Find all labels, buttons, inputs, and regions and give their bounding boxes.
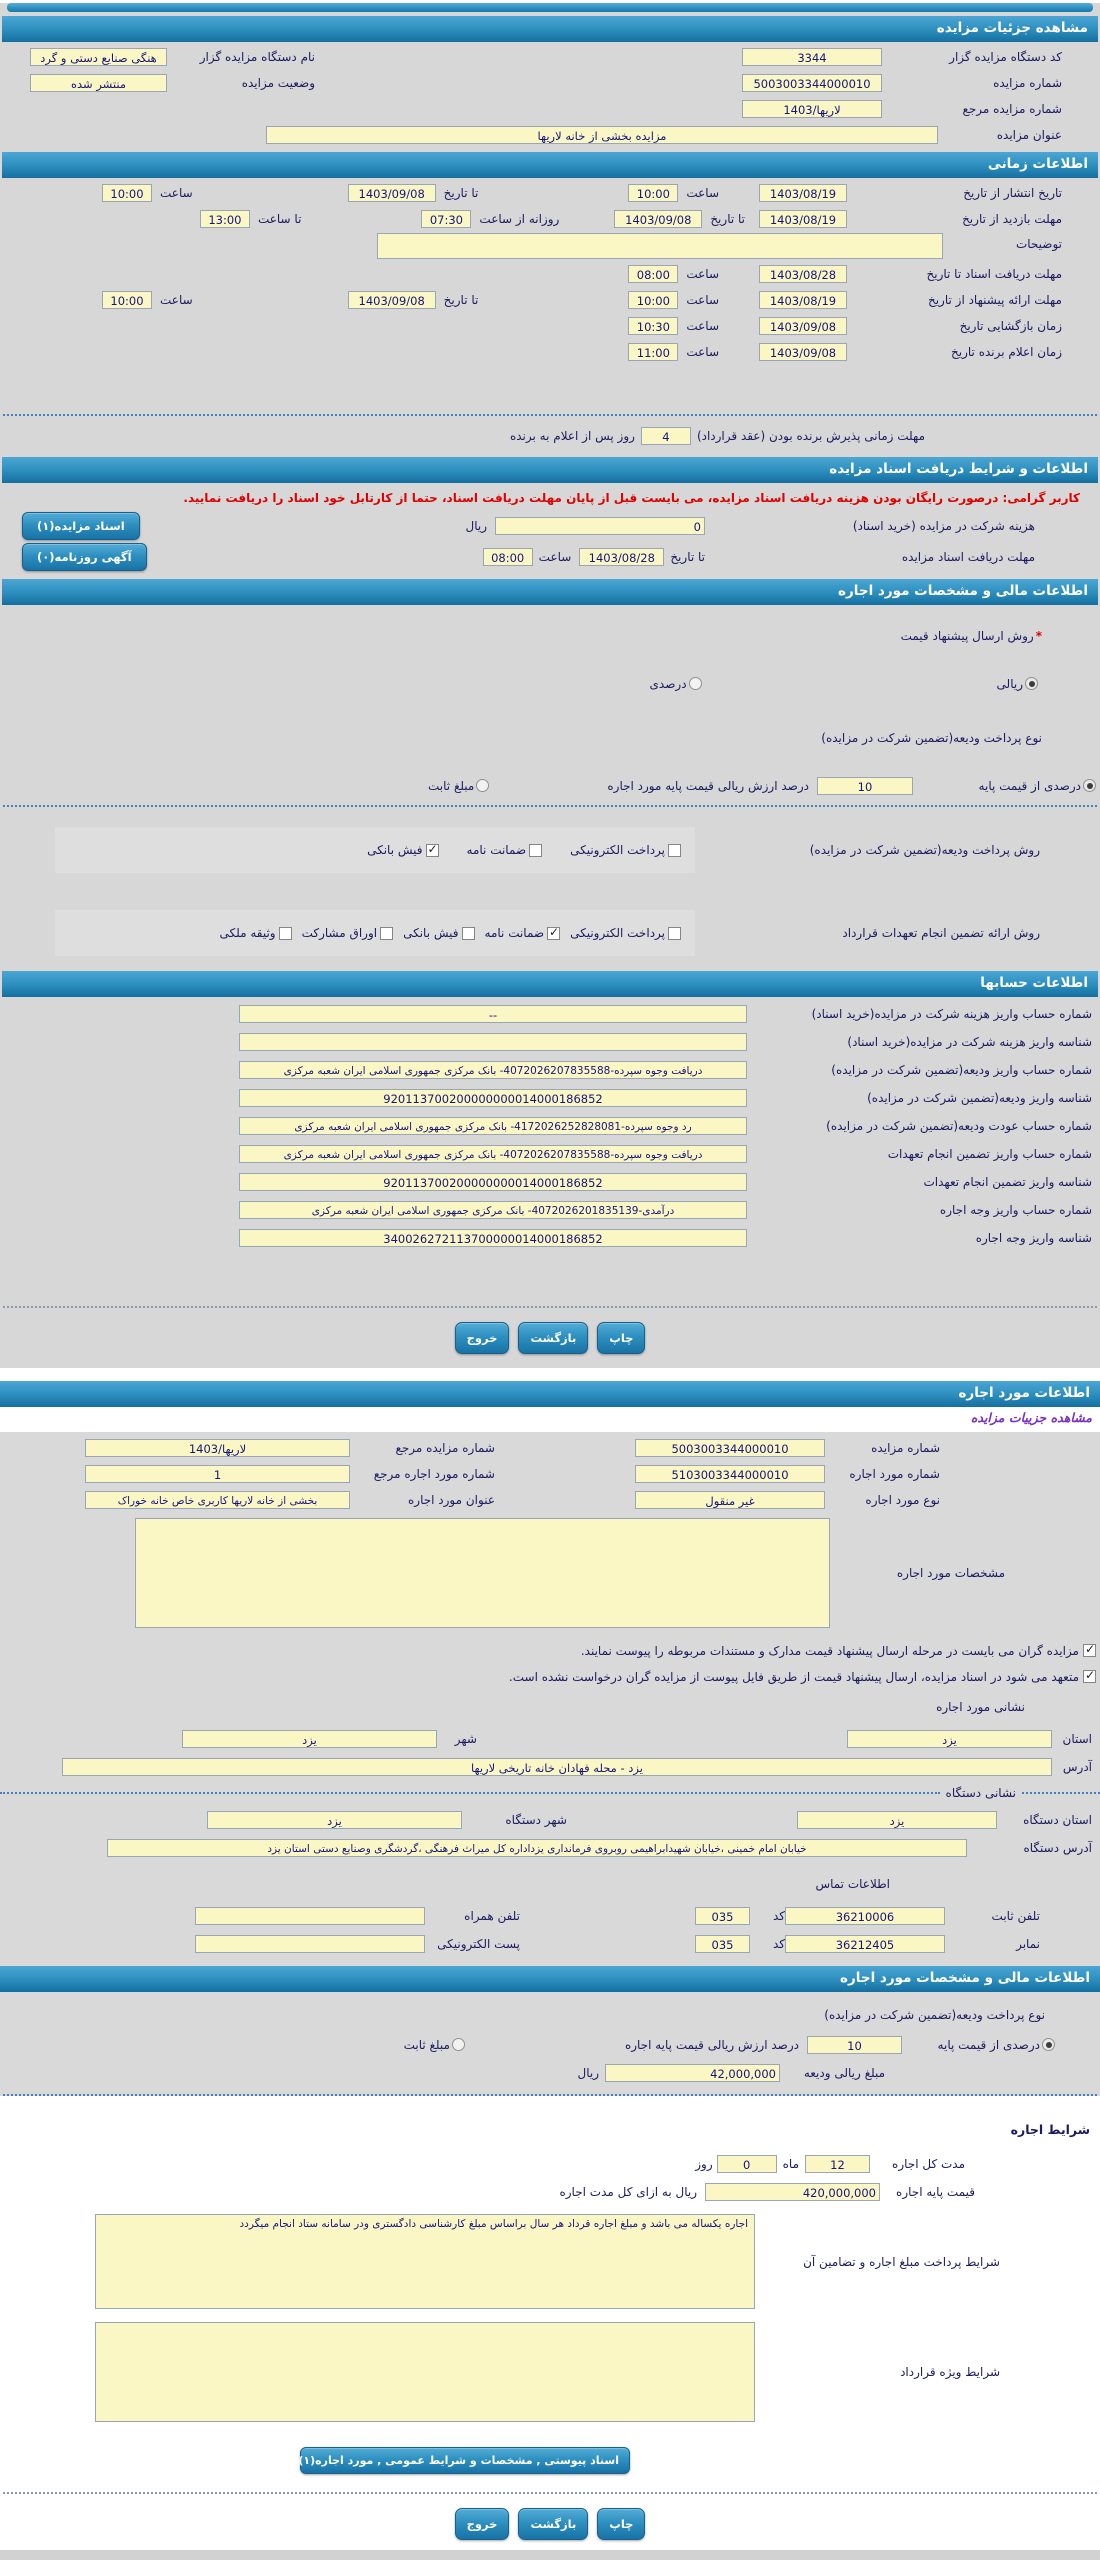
publish-hour2-label: ساعت: [160, 185, 193, 200]
row-special-terms: [0, 2312, 1100, 2422]
account-field[interactable]: [239, 1033, 747, 1051]
row-ref-no: [0, 97, 1100, 120]
pct-base-radio-bottom[interactable]: [1042, 2038, 1055, 2051]
row-duration: [0, 2144, 1100, 2175]
special-terms-label: شرایط ویژه قرارداد: [900, 2365, 1000, 2379]
accept-deadline-label: مهلت زمانی پذیرش برنده بودن (عقد قرارداد): [696, 428, 925, 443]
account-label: شماره حساب واریز وجه اجاره: [939, 1202, 1092, 1217]
g-epay-label: پرداخت الکترونیکی: [570, 926, 665, 940]
contract-guarantee-band: [55, 910, 695, 956]
rent-link-row: [0, 1407, 1100, 1429]
rent-item-no-field[interactable]: 5103003344000010: [635, 1465, 825, 1483]
pct-suffix-bottom-label: درصد ارزش ریالی قیمت پایه اجاره: [624, 2037, 799, 2052]
section-header-accounts: اطلاعات حسابها: [2, 971, 1098, 997]
row-doc-fee: [0, 512, 1100, 540]
row-terms-title: [0, 2102, 1100, 2141]
opening-date-field[interactable]: 1403/09/08: [759, 317, 847, 335]
rent-type-field[interactable]: غیر منقول: [635, 1491, 825, 1509]
row-auction-title: [0, 123, 1100, 146]
g-bank-receipt-label: فیش بانکی: [403, 926, 459, 940]
row-docs-deadline: [0, 262, 1100, 285]
section-header-financial-top: اطلاعات مالی و مشخصات مورد اجاره: [2, 579, 1098, 605]
row-rent-item-no: [0, 1462, 1100, 1485]
print-button[interactable]: چاپ: [597, 1322, 645, 1354]
offer-from-date-field[interactable]: 1403/08/19: [759, 291, 847, 309]
offer-hour1-label: ساعت: [686, 292, 719, 307]
section-header-rent-info: اطلاعات مورد اجاره: [0, 1381, 1100, 1407]
publish-to-date-field[interactable]: 1403/09/08: [348, 184, 436, 202]
device-code-field[interactable]: 3344: [742, 48, 882, 66]
row-device-address: [0, 1834, 1100, 1859]
account-row: [0, 1226, 1100, 1249]
ref-no-field[interactable]: لاریها/1403: [742, 100, 882, 118]
pct-value-field[interactable]: 10: [817, 777, 913, 795]
separator: [3, 414, 1097, 416]
section-header-time-info: اطلاعات زمانی: [2, 152, 1098, 178]
row-device-address-title: [0, 1786, 1100, 1800]
bottom-panel-buttons: [0, 2500, 1100, 2550]
percent-radio-label: درصدی: [649, 676, 687, 691]
months-label: ماه: [782, 2156, 799, 2171]
docs-hour-label: ساعت: [686, 266, 719, 281]
row-rent-address-title: [0, 1691, 1100, 1718]
rent-title-label: عنوان مورد اجاره: [407, 1492, 495, 1507]
phone-code-label: کد: [772, 1908, 785, 1923]
device-address-label: آدرس دستگاه: [1023, 1840, 1092, 1855]
days-label: روز: [695, 2156, 713, 2171]
section-header-financial-bottom: اطلاعات مالی و مشخصات مورد اجاره: [0, 1966, 1100, 1992]
auction-details-panel: [0, 3, 1100, 1368]
email-label: پست الکترونیکی: [437, 1936, 520, 1951]
account-row: [0, 1086, 1100, 1109]
docs-deadline-time-field[interactable]: 08:00: [628, 265, 678, 283]
visit-from-time-field[interactable]: 07:30: [421, 210, 471, 228]
price-method-label: روش ارسال پیشنهاد قیمت: [900, 628, 1034, 643]
g-property-checkbox[interactable]: [279, 927, 292, 940]
auction-no-label: شماره مزایده: [993, 75, 1062, 90]
account-row: [0, 1030, 1100, 1053]
back-button-bottom[interactable]: بازگشت: [518, 2508, 588, 2540]
attach-required-text: مزایده گران می بایست در مرحله ارسال پیشنهاد قیمت مدارک و مستندات مربوطه را پیوست نمایند.: [580, 1643, 1079, 1658]
description-field[interactable]: [377, 233, 943, 259]
attach-required-checkbox[interactable]: [1083, 1644, 1096, 1657]
email-field[interactable]: [195, 1935, 425, 1953]
visit-until-time-field[interactable]: 13:00: [200, 210, 250, 228]
separator: [3, 805, 1097, 807]
winner-label: زمان اعلام برنده تاریخ: [951, 344, 1062, 359]
epay-label: پرداخت الکترونیکی: [570, 843, 665, 857]
rent-ref-no-field[interactable]: لاریها/1403: [85, 1439, 350, 1457]
rent-auction-no-field[interactable]: 5003003344000010: [635, 1439, 825, 1457]
province-label: استان: [1062, 1731, 1092, 1746]
account-label: شماره حساب واریز ودیعه(تضمین شرکت در مزایده): [831, 1062, 1092, 1077]
row-rent-auction-no: [0, 1432, 1100, 1459]
row-visit-deadline: [0, 207, 1100, 230]
top-blue-bar: [7, 3, 1093, 12]
row-base-price: [0, 2178, 1100, 2203]
account-label: شماره حساب واریز تضمین انجام تعهدات: [887, 1146, 1092, 1161]
account-field[interactable]: 920113700200000000014000186852: [239, 1173, 747, 1191]
offer-hour2-label: ساعت: [160, 292, 193, 307]
rent-details-panel: [0, 1432, 1100, 2096]
offer-to-date-field[interactable]: 1403/09/08: [348, 291, 436, 309]
visit-to-label: تا تاریخ: [710, 211, 745, 226]
status-label: وضعیت مزایده: [241, 75, 315, 90]
g-guarantee-letter-label: ضمانت نامه: [484, 926, 545, 940]
rial-radio-label: ریالی: [996, 676, 1023, 691]
account-label: شماره حساب عودت ودیعه(تضمین شرکت در مزایده): [826, 1118, 1092, 1133]
account-field[interactable]: 340026272113700000014000186852: [239, 1229, 747, 1247]
deposit-type-bottom-label: نوع پرداخت ودیعه(تضمین شرکت در مزایده): [824, 2007, 1045, 2022]
newspaper-ad-button[interactable]: آگهی روزنامه(۰): [22, 543, 147, 571]
row-contract-guarantee: [0, 876, 1100, 968]
row-description: [0, 233, 1100, 259]
device-city-field[interactable]: یزد: [207, 1811, 462, 1829]
account-row: [0, 1198, 1100, 1221]
doc-deadline-label: مهلت دریافت اسناد مزایده: [901, 550, 1035, 564]
device-address-field[interactable]: خیابان امام خمینی ،خیابان شهیدابراهیمی روبروی فرمانداری یزداداره کل میراث فرهنگی ،گردشگری وصنایع دستی استان یزد: [107, 1839, 967, 1857]
warning-text: کاربر گرامی: درصورت رایگان بودن هزینه دریافت اسناد مزایده، می بایست قبل از پایان مهلت دریافت اسناد، حتما از کارتابل خود اسناد را دریافت نمایید.: [183, 490, 1080, 505]
device-name-label: نام دستگاه مزایده گزار: [199, 49, 315, 64]
row-fax: [0, 1930, 1100, 1963]
row-warning: [0, 486, 1100, 509]
publish-to-label: تا تاریخ: [443, 185, 479, 200]
rent-type-label: نوع مورد اجاره: [865, 1492, 940, 1507]
back-button[interactable]: بازگشت: [518, 1322, 588, 1354]
separator: [3, 2094, 1097, 2096]
phone-code-field[interactable]: 035: [695, 1907, 750, 1925]
print-button-bottom[interactable]: چاپ: [597, 2508, 645, 2540]
fixed-amount-radio-label: مبلغ ثابت: [428, 778, 475, 793]
contact-title: اطلاعات تماس: [815, 1876, 890, 1891]
publish-from-date-field[interactable]: 1403/08/19: [759, 184, 847, 202]
exit-button[interactable]: خروج: [455, 1322, 510, 1354]
separator: [1022, 1792, 1100, 1794]
base-price-label: قیمت پایه اجاره: [896, 2184, 975, 2199]
publish-from-time-field[interactable]: 10:00: [628, 184, 678, 202]
offer-to-time-field[interactable]: 10:00: [102, 291, 152, 309]
section-header-docs-conditions: اطلاعات و شرایط دریافت اسناد مزایده: [2, 457, 1098, 483]
visit-from-date-field[interactable]: 1403/08/19: [759, 210, 847, 228]
fixed-amount-bottom-label: مبلغ ثابت: [403, 2037, 450, 2052]
duration-label: مدت کل اجاره: [892, 2156, 965, 2171]
pay-terms-label: شرایط پرداخت مبلغ اجاره و تضامین آن: [803, 2254, 1000, 2269]
row-rent-type-title: [0, 1488, 1100, 1511]
row-doc-deadline: [0, 543, 1100, 571]
address-label: آدرس: [1062, 1759, 1092, 1774]
account-label: شناسه واریز ودیعه(تضمین شرکت در مزایده): [867, 1090, 1092, 1105]
section-header-auction-details: مشاهده جزئیات مزایده: [2, 16, 1098, 42]
rent-specs-label: مشخصات مورد اجاره: [896, 1566, 1005, 1580]
mobile-label: تلفن همراه: [464, 1908, 520, 1923]
row-auction-no-status: [0, 71, 1100, 94]
no-file-required-checkbox[interactable]: [1083, 1670, 1096, 1683]
pay-terms-field[interactable]: اجاره یکساله می باشد و مبلغ اجاره قرداد هر سال براساس مبلغ کارشناسی دادگستری ودر سامانه ستاد انجام میگردد: [95, 2214, 755, 2309]
offer-from-time-field[interactable]: 10:00: [628, 291, 678, 309]
row-price-method: [0, 608, 1100, 647]
deposit-pay-method-label: روش پرداخت ودیعه(تضمین شرکت در مزایده): [809, 843, 1040, 857]
status-field[interactable]: منتشر شده: [30, 74, 167, 92]
rent-specs-field[interactable]: [135, 1518, 830, 1628]
fax-code-field[interactable]: 035: [695, 1935, 750, 1953]
row-contact-title: [0, 1862, 1100, 1895]
row-opening-time: [0, 314, 1100, 337]
row-attach-required: [0, 1631, 1100, 1662]
ref-no-label: شماره مزایده مرجع: [962, 101, 1062, 116]
panel-gap: [0, 1368, 1100, 1381]
doc-deadline-to-label: تا تاریخ: [670, 550, 705, 564]
pct-base-radio-label: درصدی از قیمت پایه: [978, 778, 1081, 793]
row-accept-deadline: [0, 424, 1100, 447]
separator: [3, 1306, 1097, 1308]
pct-suffix-label: درصد ارزش ریالی قیمت پایه مورد اجاره: [607, 778, 809, 793]
row-deposit-pct: [0, 752, 1100, 799]
account-field[interactable]: دریافت وجوه سپرده-4072026207835588- بانک مرکزی جمهوری اسلامی ایران شعبه مرکزی: [239, 1145, 747, 1163]
deposit-amount-field[interactable]: 42,000,000: [605, 2064, 780, 2082]
pct-value-bottom-field[interactable]: 10: [807, 2036, 902, 2054]
auction-no-field[interactable]: 5003003344000010: [742, 74, 882, 92]
account-row: [0, 1142, 1100, 1165]
visit-to-date-field[interactable]: 1403/09/08: [614, 210, 702, 228]
visit-daily-label: روزانه از ساعت: [479, 211, 560, 226]
visit-label: مهلت بازدید از تاریخ: [962, 211, 1062, 226]
pct-base-radio-bottom-label: درصدی از قیمت پایه: [937, 2037, 1040, 2052]
doc-fee-label: هزینه شرکت در مزایده (خرید اسناد): [852, 519, 1035, 533]
row-pay-terms: [0, 2206, 1100, 2309]
exit-button-bottom[interactable]: خروج: [455, 2508, 510, 2540]
row-device-province-city: [0, 1804, 1100, 1831]
mobile-field[interactable]: [195, 1907, 425, 1925]
top-panel-buttons: [0, 1314, 1100, 1364]
bottom-strip: [0, 2550, 1100, 2560]
row-price-method-radios: [0, 650, 1100, 713]
account-field[interactable]: درآمدی-4072026201835139- بانک مرکزی جمهوری اسلامی ایران شعبه مرکزی: [239, 1201, 747, 1219]
duration-months-field[interactable]: 12: [805, 2155, 870, 2173]
row-rent-province-city: [0, 1721, 1100, 1750]
device-address-title: نشانی دستگاه: [945, 1786, 1016, 1800]
phone-field[interactable]: 36210006: [785, 1907, 945, 1925]
g-guarantee-letter-checkbox[interactable]: [547, 927, 560, 940]
row-rent-address: [0, 1753, 1100, 1778]
no-file-required-text: متعهد می شود در اسناد مزایده، ارسال پیشنهاد قیمت از طریق فایل پیوست از مزایده گران درخواست نشده است.: [508, 1669, 1079, 1684]
terms-title: شرایط اجاره: [1010, 2122, 1090, 2137]
publish-date-label: تاریخ انتشار از تاریخ: [963, 185, 1062, 200]
rent-title-field[interactable]: بخشی از خانه لاریها کاربری خاص خانه خوراک: [85, 1491, 350, 1509]
g-epay-checkbox[interactable]: [668, 927, 681, 940]
account-row: [0, 1170, 1100, 1193]
separator: [3, 2492, 1097, 2494]
contract-guarantee-label: روش ارائه تضمین انجام تعهدات قرارداد: [842, 926, 1040, 940]
opening-label: زمان بازگشایی تاریخ: [959, 318, 1062, 333]
deposit-pay-method-band: [55, 827, 695, 873]
offer-to-label: تا تاریخ: [443, 292, 479, 307]
doc-fee-field[interactable]: 0: [495, 517, 705, 535]
rent-ref-no-label: شماره مزایده مرجع: [395, 1440, 495, 1455]
g-property-label: وثیقه ملکی: [219, 926, 276, 940]
city-field[interactable]: یزد: [182, 1730, 437, 1748]
percent-radio[interactable]: [689, 677, 702, 690]
offer-label: مهلت ارائه پیشنهاد از تاریخ: [927, 292, 1062, 307]
required-asterisk: *: [1035, 628, 1042, 643]
winner-hour-label: ساعت: [686, 344, 719, 359]
deposit-type-label: نوع پرداخت ودیعه(تضمین شرکت در مزایده): [821, 730, 1042, 745]
attached-docs-button[interactable]: اسناد پیوستی , مشخصات و شرایط عمومی , مورد اجاره(۱): [300, 2447, 630, 2474]
row-offer-deadline: [0, 288, 1100, 311]
bank-receipt-checkbox[interactable]: [426, 844, 439, 857]
row-deposit-type: [0, 716, 1100, 749]
fixed-amount-radio-bottom[interactable]: [452, 2038, 465, 2051]
special-terms-field[interactable]: [95, 2322, 755, 2422]
opening-hour-label: ساعت: [686, 318, 719, 333]
account-row: [0, 1002, 1100, 1025]
row-winner-announce: [0, 340, 1100, 363]
fax-field[interactable]: 36212405: [785, 1935, 945, 1953]
fixed-amount-radio[interactable]: [476, 779, 489, 792]
row-device-code-name: [0, 45, 1100, 68]
account-label: شناسه واریز هزینه شرکت در مزایده(خرید اسناد): [847, 1034, 1092, 1049]
auction-docs-button[interactable]: اسناد مزایده(۱): [22, 512, 140, 540]
rent-auction-no-label: شماره مزایده: [871, 1440, 940, 1455]
phone-label: تلفن ثابت: [991, 1908, 1040, 1923]
account-label: شماره حساب واریز هزینه شرکت در مزایده(خرید اسناد): [811, 1006, 1092, 1021]
row-no-file-required: [0, 1665, 1100, 1688]
pct-base-radio[interactable]: [1083, 779, 1096, 792]
g-bank-receipt-checkbox[interactable]: [462, 927, 475, 940]
city-label: شهر: [454, 1731, 477, 1746]
rent-item-ref-field[interactable]: 1: [85, 1465, 350, 1483]
visit-until-label: تا ساعت: [257, 211, 302, 226]
rial-radio[interactable]: [1025, 677, 1038, 690]
view-auction-details-link[interactable]: مشاهده جزییات مزایده: [970, 1410, 1092, 1425]
auction-title-field[interactable]: مزایده بخشی از خانه لاریها: [266, 126, 938, 144]
doc-fee-unit-label: ریال: [465, 519, 487, 533]
bank-receipt-label: فیش بانکی: [367, 843, 423, 857]
g-bonds-label: اوراق مشارکت: [301, 926, 378, 940]
account-label: شناسه واریز وجه اجاره: [975, 1230, 1092, 1245]
base-price-suffix: ریال به ازای کل مدت اجاره: [559, 2184, 697, 2199]
account-label: شناسه واریز تضمین انجام تعهدات: [923, 1174, 1092, 1189]
doc-deadline-time-field[interactable]: 08:00: [483, 548, 533, 566]
docs-deadline-date-field[interactable]: 1403/08/28: [759, 265, 847, 283]
fax-code-label: کد: [772, 1936, 785, 1951]
province-field[interactable]: یزد: [847, 1730, 1052, 1748]
deposit-unit-label: ریال: [577, 2065, 599, 2080]
docs-deadline-label: مهلت دریافت اسناد تا تاریخ: [926, 266, 1062, 281]
base-price-field[interactable]: 420,000,000: [705, 2183, 880, 2201]
rent-item-ref-label: شماره مورد اجاره مرجع: [373, 1466, 495, 1481]
rent-item-no-label: شماره مورد اجاره: [849, 1466, 940, 1481]
account-row: [0, 1114, 1100, 1137]
row-phone: [0, 1898, 1100, 1927]
device-province-label: استان دستگاه: [1023, 1812, 1092, 1827]
description-label: توضیحات: [1015, 237, 1062, 251]
row-deposit-pct-bottom: [0, 2029, 1100, 2056]
device-code-label: کد دستگاه مزایده گزار: [949, 49, 1062, 64]
g-bonds-checkbox[interactable]: [380, 927, 393, 940]
guarantee-letter-label: ضمانت نامه: [466, 843, 527, 857]
account-field[interactable]: 920113700200000000014000186852: [239, 1089, 747, 1107]
account-row: [0, 1058, 1100, 1081]
accept-suffix-label: روز پس از اعلام به برنده: [509, 428, 635, 443]
auction-title-label: عنوان مزایده: [996, 127, 1062, 142]
fax-label: نمابر: [1016, 1936, 1040, 1951]
row-deposit-pay-method: [0, 813, 1100, 873]
account-field[interactable]: --: [239, 1005, 747, 1023]
doc-deadline-hour-label: ساعت: [538, 550, 572, 564]
account-field[interactable]: رد وجوه سپرده-4172026252828081- بانک مرکزی جمهوری اسلامی ایران شعبه مرکزی: [239, 1117, 747, 1135]
publish-hour1-label: ساعت: [686, 185, 719, 200]
guarantee-letter-checkbox[interactable]: [529, 844, 542, 857]
winner-date-field[interactable]: 1403/09/08: [759, 343, 847, 361]
row-deposit-type-bottom: [0, 1995, 1100, 2026]
doc-deadline-date-field[interactable]: 1403/08/28: [579, 548, 664, 566]
account-field[interactable]: دریافت وجوه سپرده-4072026207835588- بانک مرکزی جمهوری اسلامی ایران شعبه مرکزی: [239, 1061, 747, 1079]
device-name-field[interactable]: هنگی صنایع دستی و گرد: [30, 48, 167, 66]
row-rent-specs: [0, 1514, 1100, 1628]
publish-to-time-field[interactable]: 10:00: [102, 184, 152, 202]
rent-address-title: نشانی مورد اجاره: [936, 1699, 1025, 1714]
row-publish-date: [0, 181, 1100, 204]
device-city-label: شهر دستگاه: [505, 1812, 567, 1827]
rent-terms-area: [0, 2102, 1100, 2560]
duration-days-field[interactable]: 0: [717, 2155, 777, 2173]
accept-days-field[interactable]: 4: [641, 427, 691, 445]
address-field[interactable]: یزد - محله فهادان خانه تاریخی لاریها: [62, 1758, 1052, 1776]
winner-time-field[interactable]: 11:00: [628, 343, 678, 361]
opening-time-field[interactable]: 10:30: [628, 317, 678, 335]
epay-checkbox[interactable]: [668, 844, 681, 857]
separator: [0, 1792, 940, 1794]
device-province-field[interactable]: یزد: [797, 1811, 997, 1829]
deposit-amount-label: مبلغ ریالی ودیعه: [803, 2065, 885, 2080]
